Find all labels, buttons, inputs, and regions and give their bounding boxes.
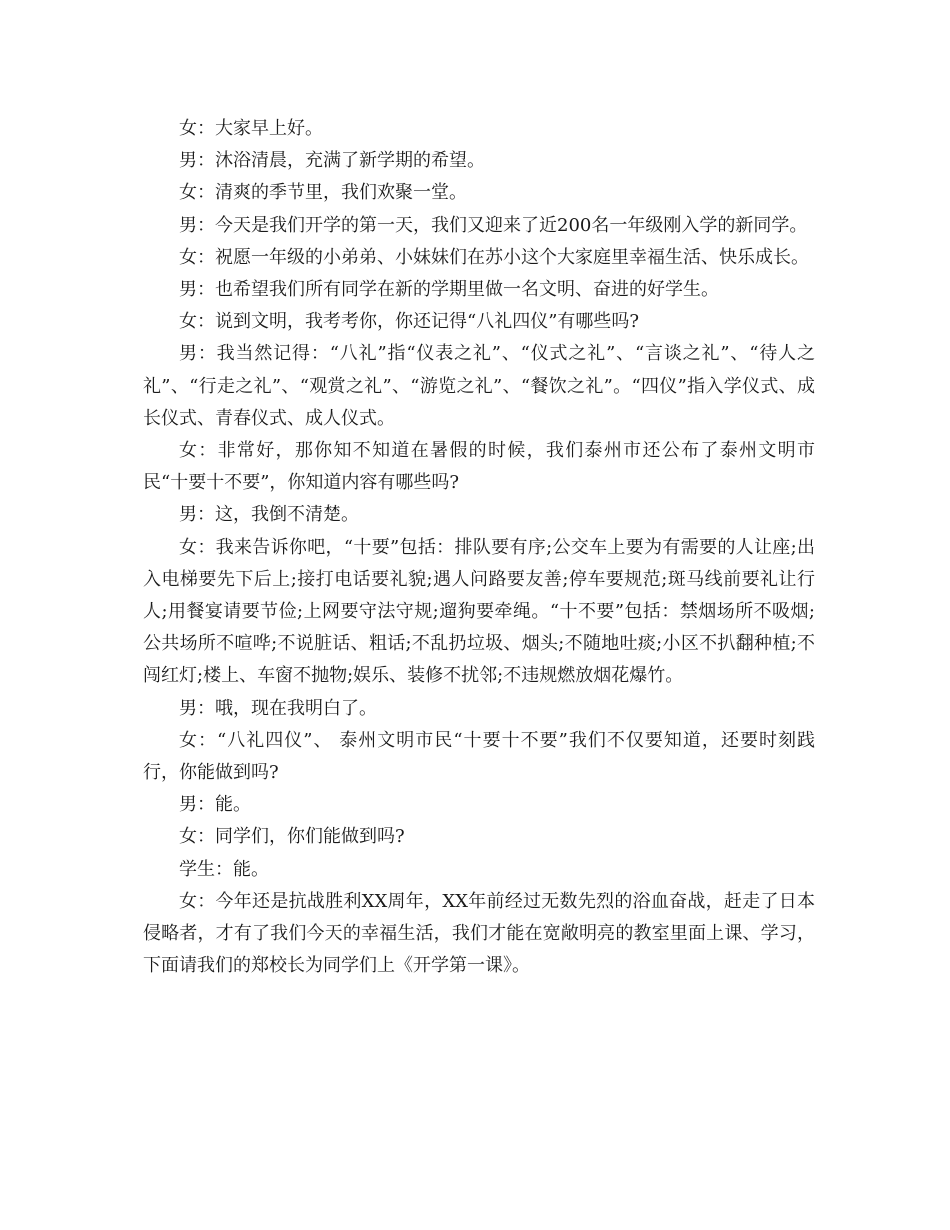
paragraph-13: 女：“八礼四仪”、 泰州文明市民“十要十不要”我们不仅要知道，还要时刻践行，你能做到吗? [143, 729, 815, 784]
paragraph-16: 学生：能。 [179, 858, 269, 880]
paragraph-12: 男：哦，现在我明白了。 [179, 697, 377, 719]
paragraph-4: 男：今天是我们开学的第一天，我们又迎来了近200名一年级刚入学的新同学。 [179, 214, 808, 236]
document-body [143, 113, 815, 982]
paragraph-14: 男：能。 [179, 794, 251, 816]
paragraph-7: 女：说到文明，我考考你，你还记得“八礼四仪”有哪些吗? [179, 311, 640, 333]
paragraph-9: 女：非常好，那你知不知道在暑假的时候，我们泰州市还公布了泰州文明市民“十要十不要”，你知道内容有哪些吗? [143, 440, 815, 494]
paragraph-15: 女：同学们，你们能做到吗? [179, 826, 405, 848]
paragraph-10: 男：这，我倒不清楚。 [179, 504, 359, 526]
paragraph-6: 男：也希望我们所有同学在新的学期里做一名文明、奋进的好学生。 [179, 279, 719, 301]
paragraph-5: 女：祝愿一年级的小弟弟、小妹妹们在苏小这个大家庭里幸福生活、快乐成长。 [179, 246, 809, 268]
paragraph-2: 男：沐浴清晨，充满了新学期的希望。 [179, 150, 485, 172]
paragraph-8: 男：我当然记得：“八礼”指“仪表之礼”、“仪式之礼”、“言谈之礼”、“待人之礼”、“行走之礼”、“观赏之礼”、“游览之礼”、“餐饮之礼”。“四仪”指入学仪式、成长仪式、青春仪式、成人仪式。 [143, 343, 815, 429]
paragraph-17: 女：今年还是抗战胜利XX周年，XX年前经过无数先烈的浴血奋战，赶走了日本侵略者，才有了我们今天的幸福生活，我们才能在宽敞明亮的教室里面上课、学习，下面请我们的郑校长为同学们上《开学第一课》。 [143, 890, 815, 977]
paragraph-1: 女：大家早上好。 [179, 118, 323, 139]
paragraph-3: 女：清爽的季节里，我们欢聚一堂。 [179, 182, 467, 204]
paragraph-11: 女：我来告诉你吧，“十要”包括：排队要有序;公交车上要为有需要的人让座;出入电梯要先下后上;接打电话要礼貌;遇人问路要友善;停车要规范;斑马线前要礼让行人;用餐宴请要节俭;上网要守法守规;遛狗要牵绳。“十不要”包括：禁烟场所不吸烟;公共场所不喧哗;不说脏话、粗话;不乱扔垃圾、烟头;不随地吐痰;小区不扒翻种植;不闯红灯;楼上、车窗不抛物;娱乐、装修不扰邻;不违规燃放烟花爆竹。 [143, 536, 815, 687]
